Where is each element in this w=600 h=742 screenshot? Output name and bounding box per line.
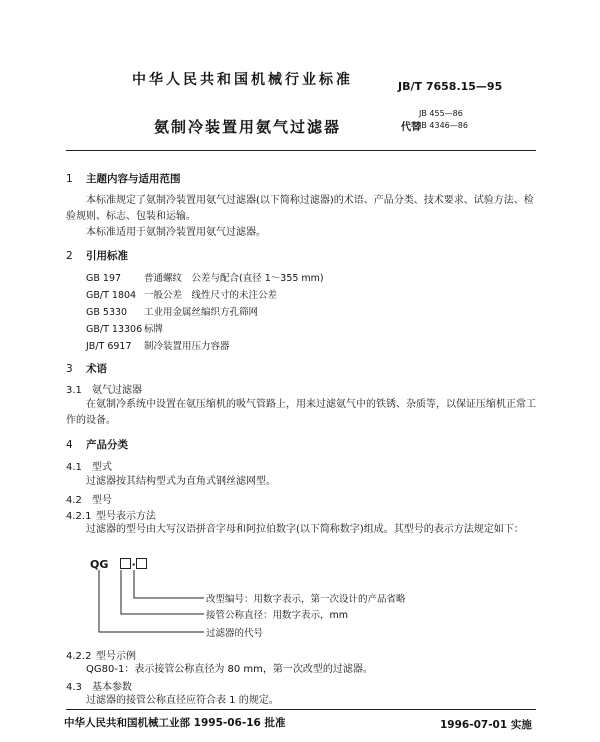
section-1-paragraph-2: 本标准适用于氨制冷装置用氨气过滤器。 bbox=[86, 227, 266, 238]
reference-title: 制冷装置用压力容器 bbox=[144, 341, 230, 352]
effective-date: 1996-07-01 实施 bbox=[440, 719, 532, 731]
section-number: 2 bbox=[66, 250, 73, 262]
ministry-title: 中华人民共和国机械行业标准 bbox=[132, 72, 353, 88]
leader-diameter bbox=[121, 570, 204, 614]
separator-dot: · bbox=[131, 558, 136, 571]
clause-number: 4.1 bbox=[66, 462, 82, 473]
section-title: 产品分类 bbox=[86, 439, 128, 451]
document-title: 氨制冷装置用氨气过滤器 bbox=[154, 118, 342, 136]
clause-number: 4.2.2 bbox=[66, 651, 92, 662]
section-title: 术语 bbox=[86, 363, 107, 375]
replaces-label: 代替 bbox=[401, 122, 421, 133]
clause-title: 型号 bbox=[92, 495, 112, 506]
clause-4-2-2-paragraph: QG80-1：表示接管公称直径为 80 mm，第一次改型的过滤器。 bbox=[86, 664, 373, 675]
replaces-item: JB 455—86 bbox=[419, 109, 463, 118]
reference-title: 一般公差 线性尺寸的未注公差 bbox=[144, 290, 278, 301]
clause-title: 型式 bbox=[92, 462, 112, 473]
clause-4-3-paragraph: 过滤器的接管公称直径应符合表 1 的规定。 bbox=[86, 695, 279, 706]
clause-4-2-1-paragraph: 过滤器的型号由大写汉语拼音字母和阿拉伯数字(以下简称数字)组成。其型号的表示方法规定如下： bbox=[86, 524, 524, 535]
leader-revision bbox=[134, 570, 204, 598]
reference-code: GB/T 1804 bbox=[86, 290, 137, 301]
reference-code: JB/T 6917 bbox=[86, 341, 132, 352]
clause-3-1-paragraph: 在氨制冷系统中设置在氨压缩机的吸气管路上，用来过滤氨气中的铁锈、杂质等，以保证压缩机正常工作的设备。 bbox=[66, 399, 536, 426]
clause-number: 4.2 bbox=[66, 495, 82, 506]
clause-title: 型号表示方法 bbox=[96, 511, 156, 522]
reference-title: 标牌 bbox=[144, 324, 164, 335]
clause-number: 4.2.1 bbox=[66, 511, 92, 522]
leader-code bbox=[99, 570, 204, 632]
reference-title: 工业用金属丝编织方孔筛网 bbox=[144, 307, 259, 318]
clause-title: 基本参数 bbox=[92, 682, 132, 693]
section-title: 主题内容与适用范围 bbox=[86, 173, 181, 185]
reference-code: GB 197 bbox=[86, 273, 122, 284]
clause-4-1-paragraph: 过滤器按其结构型式为直角式钢丝滤网型。 bbox=[86, 476, 276, 487]
reference-code: GB/T 13306 bbox=[86, 324, 143, 335]
section-number: 1 bbox=[66, 173, 73, 185]
standard-number: JB/T 7658.15—95 bbox=[398, 80, 503, 93]
section-1-paragraph-1: 本标准规定了氨制冷装置用氨气过滤器(以下简称过滤器)的术语、产品分类、技术要求、试验方法、检验规则、标志、包装和运输。 bbox=[66, 195, 534, 222]
footer-divider bbox=[66, 709, 536, 710]
section-number: 3 bbox=[66, 363, 73, 375]
clause-number: 3.1 bbox=[66, 385, 82, 396]
reference-code: GB 5330 bbox=[86, 307, 128, 318]
clause-title: 氨气过滤器 bbox=[92, 385, 142, 396]
legend-diameter: 接管公称直径：用数字表示，mm bbox=[206, 610, 349, 621]
legend-code: 过滤器的代号 bbox=[206, 628, 264, 639]
clause-number: 4.3 bbox=[66, 682, 82, 693]
clause-title: 型号示例 bbox=[96, 651, 136, 662]
replaces-item: JB 4346—86 bbox=[419, 121, 468, 130]
section-title: 引用标准 bbox=[86, 250, 128, 262]
approval-line: 中华人民共和国机械工业部 1995-06-16 批准 bbox=[64, 717, 286, 729]
clause-4-2-2-heading bbox=[66, 647, 136, 662]
model-prefix: QG bbox=[90, 558, 109, 571]
reference-title: 普通螺纹 公差与配合(直径 1～355 mm) bbox=[144, 273, 324, 284]
section-number: 4 bbox=[66, 439, 73, 451]
clause-4-3-heading bbox=[66, 678, 132, 693]
legend-revision: 改型编号：用数字表示，第一次设计的产品省略 bbox=[206, 594, 406, 605]
